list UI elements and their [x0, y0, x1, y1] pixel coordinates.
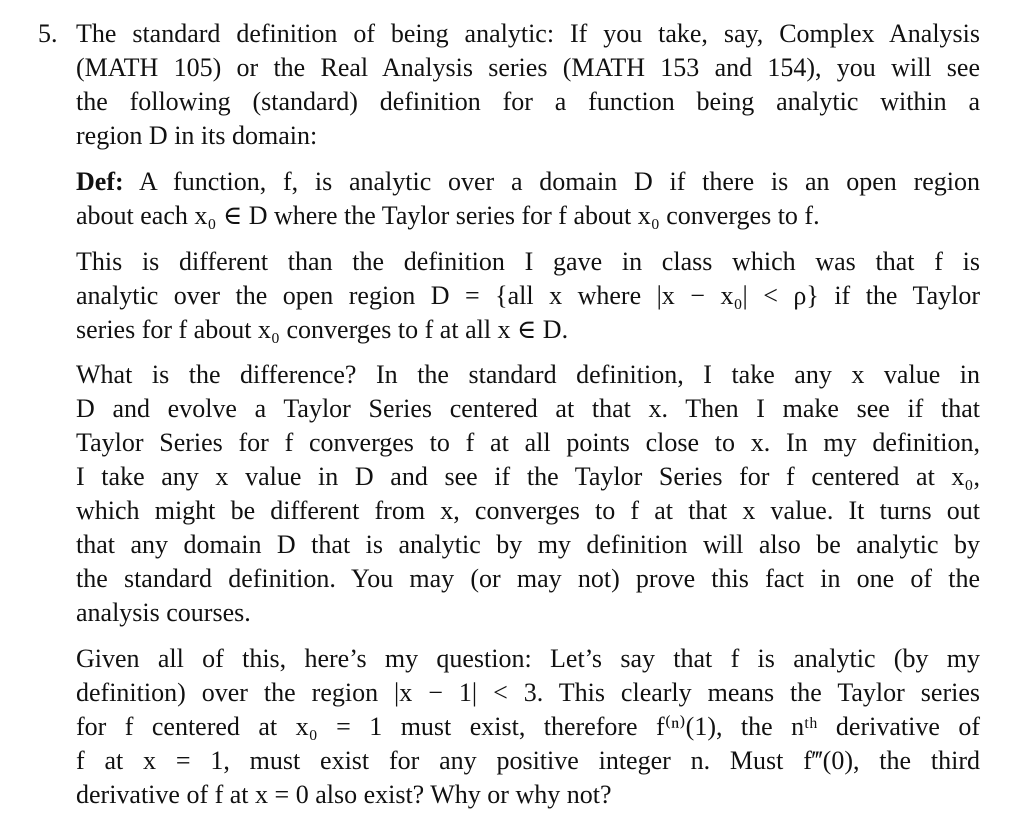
contrast-paragraph	[76, 245, 980, 347]
intro-paragraph	[76, 17, 980, 153]
text-line: Given all of this, here’s my question: Let’s say that f is analytic (by my	[76, 644, 980, 673]
text-line: for f centered at x₀ = 1 must exist, therefore f⁽ⁿ⁾(1), the nᵗʰ derivative of	[76, 712, 980, 741]
text-line: the standard definition. You may (or may not) prove this fact in one of the	[76, 564, 980, 593]
text-line: derivative of f at x = 0 also exist? Why or why not?	[76, 780, 612, 809]
definition-label: Def:	[76, 167, 124, 196]
text-line	[76, 165, 980, 199]
text-line: What is the difference? In the standard definition, I take any x value in	[76, 360, 980, 389]
text-line: region D in its domain:	[76, 121, 318, 150]
text-line: (MATH 105) or the Real Analysis series (MATH 153 and 154), you will see	[76, 53, 980, 82]
text-line: definition) over the region |x − 1| < 3. This clearly means the Taylor series	[76, 678, 980, 707]
text-line: f at x = 1, must exist for any positive integer n. Must f‴(0), the third	[76, 746, 980, 775]
text-line: the following (standard) definition for a function being analytic within a	[76, 87, 980, 116]
question-number: 5.	[38, 19, 58, 48]
text-line: which might be different from x, converges to f at that x value. It turns out	[76, 496, 980, 525]
text-line: D and evolve a Taylor Series centered at that x. Then I make see if that	[76, 394, 980, 423]
text-line: The standard definition of being analytic: If you take, say, Complex Analysis	[76, 19, 980, 48]
definition-text: A function, f, is analytic over a domain D if there is an open region	[123, 167, 980, 196]
text-line: series for f about x₀ converges to f at all x ∈ D.	[76, 315, 569, 344]
text-line: analytic over the open region D = {all x where |x − x₀| < ρ} if the Taylor	[76, 281, 980, 310]
text-line: about each x₀ ∈ D where the Taylor series for f about x₀ converges to f.	[76, 201, 820, 230]
difference-paragraph	[76, 358, 980, 630]
text-line: analysis courses.	[76, 598, 251, 627]
question-paragraph	[76, 642, 980, 812]
text-line: that any domain D that is analytic by my definition will also be analytic by	[76, 530, 980, 559]
definition-paragraph	[76, 165, 980, 233]
text-line: I take any x value in D and see if the Taylor Series for f centered at x₀,	[76, 462, 980, 491]
text-line: Taylor Series for f converges to f at all points close to x. In my definition,	[76, 428, 980, 457]
text-line: This is different than the definition I gave in class which was that f is	[76, 247, 980, 276]
